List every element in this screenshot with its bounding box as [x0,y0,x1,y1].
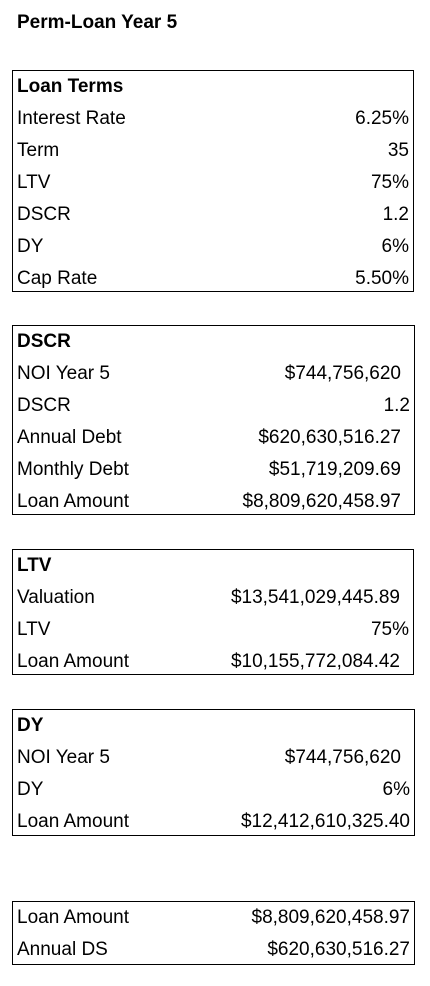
dscr-loan-amount-label: Loan Amount [17,491,129,512]
monthly-debt-value: $51,719,209.69 [268,459,401,480]
noi-year-5-label: NOI Year 5 [17,363,110,384]
interest-rate-label: Interest Rate [17,108,126,129]
dscr-value: 1.2 [382,204,409,225]
table-header-row [13,326,414,358]
annual-ds-row [13,934,414,966]
dy-label: DY [17,236,44,257]
dy-loan-amount-row [13,806,414,838]
ltv-label: LTV [17,172,51,193]
dy-table [12,709,415,836]
summary-loan-amount-label: Loan Amount [17,907,129,928]
dy-ratio-value: 6% [382,779,410,800]
dscr-loan-amount-row [13,486,414,518]
dy-ratio-label: DY [17,779,44,800]
term-value: 35 [387,140,409,161]
cap-rate-row [13,263,413,295]
table-header-row [13,71,413,103]
interest-rate-value: 6.25% [355,108,409,129]
term-label: Term [17,140,60,161]
interest-rate-row [13,103,413,135]
cap-rate-label: Cap Rate [17,268,98,289]
monthly-debt-label: Monthly Debt [17,459,129,480]
dy-noi-year-5-row [13,742,414,774]
dy-ratio-row [13,774,414,806]
dscr-ratio-row [13,390,414,422]
ltv-loan-amount-value: $10,155,772,084.42 [230,651,400,672]
dy-header: DY [17,715,44,736]
dy-value: 6% [381,236,409,257]
summary-loan-amount-row [13,902,414,934]
ltv-ratio-label: LTV [17,619,51,640]
loan-terms-table [12,70,414,292]
page-title: Perm-Loan Year 5 [17,12,178,33]
ltv-ratio-value: 75% [370,619,409,640]
valuation-value: $13,541,029,445.89 [230,587,400,608]
valuation-row [13,582,413,614]
annual-debt-value: $620,630,516.27 [258,427,401,448]
ltv-ratio-row [13,614,413,646]
dscr-ratio-value: 1.2 [383,395,410,416]
ltv-row [13,167,413,199]
cap-rate-value: 5.50% [355,268,409,289]
ltv-loan-amount-row [13,646,413,678]
loan-terms-header: Loan Terms [17,76,124,97]
table-header-row [13,710,414,742]
summary-table [12,901,415,965]
monthly-debt-row [13,454,414,486]
noi-year-5-value: $744,756,620 [284,363,401,384]
dy-noi-year-5-label: NOI Year 5 [17,747,110,768]
annual-debt-row [13,422,414,454]
dscr-header: DSCR [17,331,71,352]
ltv-header: LTV [17,555,52,576]
dy-noi-year-5-value: $744,756,620 [284,747,401,768]
summary-loan-amount-value: $8,809,620,458.97 [251,907,410,928]
dscr-ratio-label: DSCR [17,395,71,416]
dy-loan-amount-value: $12,412,610,325.40 [240,811,410,832]
annual-ds-value: $620,630,516.27 [267,939,410,960]
ltv-table [12,549,414,675]
valuation-label: Valuation [17,587,95,608]
dy-row [13,231,413,263]
dscr-table [12,325,415,515]
term-row [13,135,413,167]
annual-debt-label: Annual Debt [17,427,122,448]
dy-loan-amount-label: Loan Amount [17,811,129,832]
annual-ds-label: Annual DS [17,939,108,960]
dscr-loan-amount-value: $8,809,620,458.97 [242,491,401,512]
noi-year-5-row [13,358,414,390]
dscr-row [13,199,413,231]
ltv-value: 75% [370,172,409,193]
ltv-loan-amount-label: Loan Amount [17,651,129,672]
dscr-label: DSCR [17,204,71,225]
table-header-row [13,550,413,582]
